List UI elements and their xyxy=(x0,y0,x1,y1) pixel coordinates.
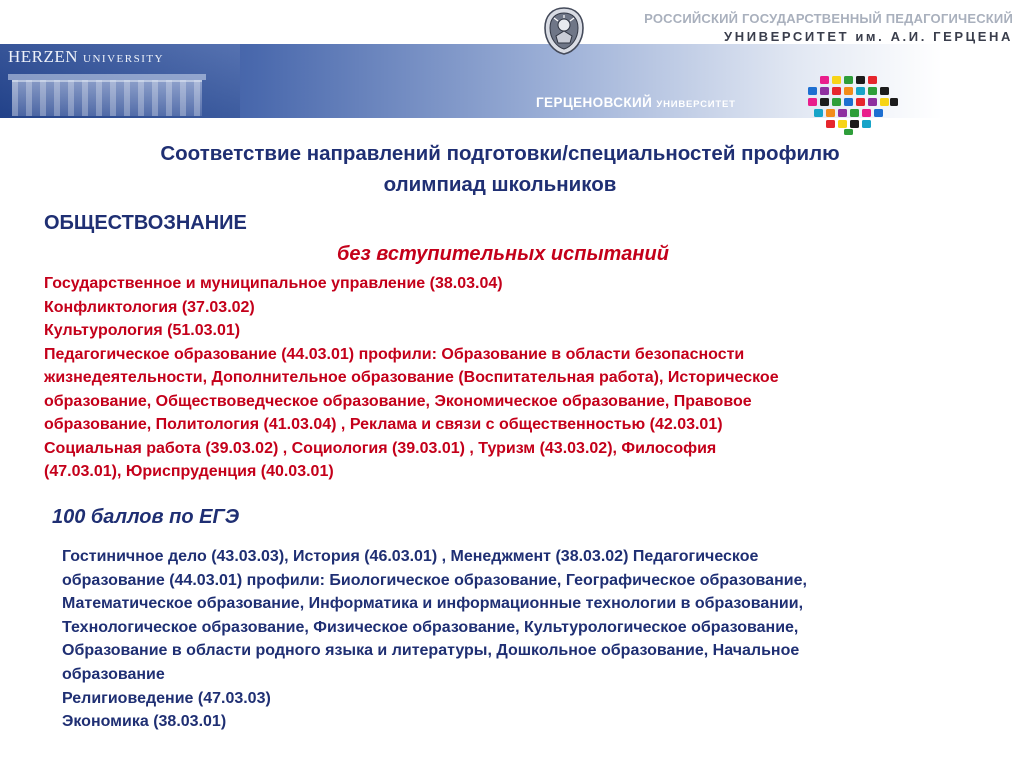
score-line: Гостиничное дело (43.03.03), История (46.03.01) , Менеджмент (38.03.02) Педагогическое xyxy=(62,548,759,565)
score-line: Религиоведение (47.03.03) xyxy=(62,689,271,707)
score-line: образование xyxy=(62,665,165,683)
slide-title-line2: олимпиад школьников xyxy=(383,173,617,196)
university-name-line2: УНИВЕРСИТЕТ им. А.И. ГЕРЦЕНА xyxy=(724,29,1013,44)
no-exams-line: Социальная работа (39.03.02) , Социология (39.03.01) , Туризм (43.03.02), Философия xyxy=(44,439,717,457)
no-exams-line: Конфликтология (37.03.02) xyxy=(44,298,255,316)
section-heading: ОБЩЕСТВОЗНАНИЕ xyxy=(44,212,247,234)
slide-title xyxy=(40,138,960,200)
no-exams-line: Государственное и муниципальное управление (38.03.04) xyxy=(44,275,503,292)
score-line: Образование в области родного языка и литературы, Дошкольное образование, Начальное xyxy=(62,642,800,660)
gerzen-label-main: ГЕРЦЕНОВСКИЙ xyxy=(536,95,653,110)
score-heading: 100 баллов по ЕГЭ xyxy=(52,506,240,528)
no-exams-list xyxy=(44,272,984,484)
gerzen-label-sub: УНИВЕРСИТЕТ xyxy=(656,99,736,110)
herzen-label-sub: UNIVERSITY xyxy=(83,53,165,65)
no-exams-line: Культурология (51.03.01) xyxy=(44,322,241,339)
score-line: Технологическое образование, Физическое образование, Культурологическое образование, xyxy=(62,618,799,636)
no-exams-line: образование, Политология (41.03.04) , Реклама и связи с общественностью (42.03.01) xyxy=(44,416,723,433)
herzen-university-label xyxy=(8,47,164,67)
no-exams-line: жизнедеятельности, Дополнительное образование (Воспитательная работа), Историческое xyxy=(44,369,779,386)
herzen-label-main: HERZEN xyxy=(8,47,79,66)
university-name-line1: РОССИЙСКИЙ ГОСУДАРСТВЕННЫЙ ПЕДАГОГИЧЕСКИЙ xyxy=(644,11,1013,26)
score-line: образование (44.03.01) профили: Биологическое образование, Географическое образование, xyxy=(62,571,807,589)
score-line: Математическое образование, Информатика и информационные технологии в образовании, xyxy=(62,595,804,613)
score-list xyxy=(62,545,1002,734)
slide-title-line1: Соответствие направлений подготовки/специальностей профилю xyxy=(160,142,840,165)
no-exams-line: (47.03.01), Юриспруденция (40.03.01) xyxy=(44,463,334,480)
building-facade xyxy=(12,80,202,116)
no-exams-heading: без вступительных испытаний xyxy=(337,243,669,265)
no-exams-line: образование, Обществоведческое образование, Экономическое образование, Правовое xyxy=(44,392,752,410)
no-exams-line: Педагогическое образование (44.03.01) профили: Образование в области безопасности xyxy=(44,345,745,363)
building-photo xyxy=(0,44,240,118)
gerzen-university-label xyxy=(536,95,736,110)
university-name xyxy=(598,10,1013,46)
score-line: Экономика (38.03.01) xyxy=(62,713,227,731)
university-emblem-icon xyxy=(542,6,586,56)
herzen-logo-icon xyxy=(804,74,900,136)
